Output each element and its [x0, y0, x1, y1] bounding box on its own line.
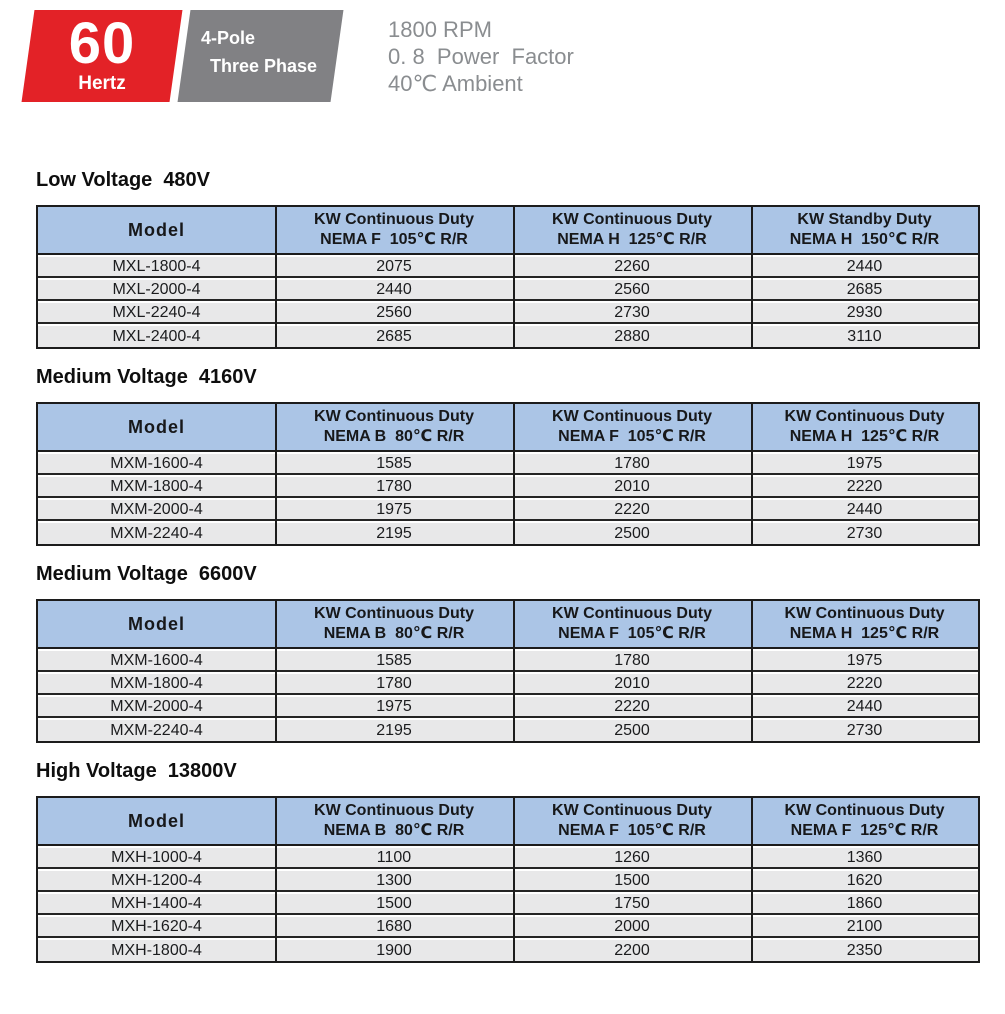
table-body: [38, 649, 978, 741]
section-title-label: Low Voltage: [36, 169, 153, 191]
model-cell: MXM-1600-4: [110, 652, 203, 669]
kw-value-cell: 2440: [846, 501, 883, 518]
column-divider: [751, 207, 753, 347]
table-row: [38, 940, 978, 961]
kw-value-cell: 2440: [376, 281, 412, 298]
kw-value-cell: 2560: [614, 281, 650, 298]
column-header-line2: NEMA F 105℃ R/R: [320, 231, 468, 248]
table-row: [38, 917, 978, 938]
kw-value-cell: 2260: [614, 258, 650, 275]
table-row: [38, 280, 978, 301]
pole-label: 4-Pole: [201, 28, 256, 48]
kw-value-cell: 1500: [376, 895, 412, 912]
kw-value-cell: 2220: [846, 478, 883, 495]
table-body: [38, 255, 978, 347]
section-title-voltage: 4160V: [198, 366, 257, 388]
model-cell: MXL-2000-4: [112, 281, 201, 298]
section-title: [36, 168, 1005, 192]
column-header-line1: KW Continuous Duty: [314, 408, 474, 425]
kw-value-cell: 1860: [846, 895, 883, 912]
kw-value-cell: 2730: [846, 722, 883, 739]
kw-value-cell: 2000: [614, 918, 650, 935]
kw-value-cell: 2685: [376, 328, 412, 345]
kw-value-cell: 1585: [376, 652, 412, 669]
kw-value-cell: 2500: [614, 525, 650, 542]
column-header-kw: [275, 601, 513, 647]
column-divider: [751, 798, 753, 961]
pole-phase-badge: [178, 10, 344, 102]
column-header-kw: [751, 601, 978, 647]
column-header-line2: NEMA B 80℃ R/R: [323, 428, 465, 445]
table-header-row: [38, 601, 978, 649]
table-row: [38, 257, 978, 278]
kw-value-cell: 1750: [614, 895, 650, 912]
kw-value-cell: 2880: [614, 328, 650, 345]
column-header-line2: NEMA H 125℃ R/R: [557, 231, 707, 248]
kw-value-cell: 2220: [614, 698, 650, 715]
section-title: [36, 365, 1005, 389]
kw-value-cell: 2100: [846, 918, 883, 935]
condition-rpm: 1800 RPM: [388, 17, 492, 42]
column-header-line1: KW Continuous Duty: [314, 802, 474, 819]
column-header-kw: [513, 798, 751, 844]
column-header-model: [38, 798, 275, 844]
table-row: [38, 894, 978, 915]
table-row: [38, 651, 978, 672]
kw-value-cell: 2730: [614, 304, 650, 321]
table-row: [38, 477, 978, 498]
column-header-line2: NEMA H 125℃ R/R: [789, 428, 940, 445]
column-header-line1: Model: [128, 220, 185, 240]
kw-value-cell: 2075: [376, 258, 412, 275]
kw-value-cell: 1975: [846, 652, 883, 669]
kw-value-cell: 1680: [376, 918, 412, 935]
kw-value-cell: 1360: [846, 849, 883, 866]
spec-table: [36, 205, 980, 349]
table-row: [38, 303, 978, 324]
table-header-row: [38, 207, 978, 255]
column-divider: [513, 207, 515, 347]
table-header-row: [38, 404, 978, 452]
model-cell: MXH-1800-4: [111, 942, 202, 959]
table-body: [38, 452, 978, 544]
column-header-line1: Model: [128, 614, 185, 634]
section-title-voltage: 6600V: [198, 563, 257, 585]
kw-value-cell: 2220: [614, 501, 650, 518]
kw-value-cell: 2930: [846, 304, 883, 321]
column-header-line1: KW Continuous Duty: [552, 802, 712, 819]
table-row: [38, 848, 978, 869]
model-cell: MXH-1200-4: [111, 872, 202, 889]
column-header-line2: NEMA B 80℃ R/R: [323, 822, 465, 839]
column-header-kw: [513, 601, 751, 647]
column-header-line2: NEMA F 105℃ R/R: [558, 625, 706, 642]
kw-value-cell: 2440: [846, 258, 883, 275]
kw-value-cell: 1780: [376, 675, 412, 692]
model-cell: MXL-1800-4: [112, 258, 201, 275]
kw-value-cell: 1300: [376, 872, 412, 889]
column-header-model: [38, 207, 275, 253]
column-divider: [275, 601, 277, 741]
spec-table: [36, 599, 980, 743]
column-divider: [513, 404, 515, 544]
section-title-label: Medium Voltage: [36, 563, 188, 585]
section-title: [36, 759, 1005, 783]
kw-value-cell: 2560: [376, 304, 412, 321]
table-row: [38, 871, 978, 892]
column-header-line1: Model: [128, 811, 185, 831]
column-header-line2: NEMA F 105℃ R/R: [558, 822, 706, 839]
voltage-section: [36, 562, 1005, 743]
table-row: [38, 523, 978, 544]
column-divider: [275, 404, 277, 544]
phase-label: Three Phase: [210, 56, 318, 76]
kw-value-cell: 1260: [614, 849, 650, 866]
tables-container: [0, 168, 1005, 963]
section-title-label: High Voltage: [36, 760, 157, 782]
column-divider: [275, 207, 277, 347]
kw-value-cell: 2010: [614, 675, 650, 692]
column-header-line2: NEMA H 150℃ R/R: [789, 231, 940, 248]
column-divider: [751, 404, 753, 544]
column-header-kw: [751, 798, 978, 844]
spec-table: [36, 402, 980, 546]
model-cell: MXH-1000-4: [111, 849, 202, 866]
column-divider: [513, 601, 515, 741]
table-row: [38, 697, 978, 718]
model-cell: MXM-2000-4: [110, 501, 203, 518]
kw-value-cell: 1900: [376, 942, 412, 959]
column-header-line2: NEMA B 80℃ R/R: [323, 625, 465, 642]
model-cell: MXL-2240-4: [112, 304, 201, 321]
condition-power-factor: 0. 8 Power Factor: [388, 44, 574, 69]
column-header-line2: NEMA F 125℃ R/R: [790, 822, 939, 839]
kw-value-cell: 2685: [846, 281, 883, 298]
kw-value-cell: 1500: [614, 872, 650, 889]
kw-value-cell: 1780: [614, 652, 650, 669]
condition-ambient: 40℃ Ambient: [388, 71, 523, 96]
kw-value-cell: 1585: [376, 455, 412, 472]
section-title: [36, 562, 1005, 586]
kw-value-cell: 2350: [846, 942, 883, 959]
kw-value-cell: 2010: [614, 478, 650, 495]
section-title-voltage: 480V: [163, 169, 211, 191]
operating-conditions: [388, 16, 574, 97]
model-cell: MXM-2000-4: [110, 698, 203, 715]
kw-value-cell: 2500: [614, 722, 650, 739]
column-header-kw: [275, 404, 513, 450]
kw-value-cell: 1780: [614, 455, 650, 472]
frequency-badge: [22, 10, 183, 102]
voltage-section: [36, 168, 1005, 349]
column-header-line1: KW Continuous Duty: [552, 211, 712, 228]
kw-value-cell: 1620: [846, 872, 883, 889]
column-header-line2: NEMA H 125℃ R/R: [789, 625, 940, 642]
table-row: [38, 500, 978, 521]
frequency-unit-label: Hertz: [78, 73, 126, 94]
column-header-line1: KW Continuous Duty: [784, 408, 945, 425]
kw-value-cell: 2440: [846, 698, 883, 715]
column-header-line2: NEMA F 105℃ R/R: [558, 428, 706, 445]
voltage-section: [36, 759, 1005, 963]
pole-phase-badge-content: [184, 10, 337, 102]
table-row: [38, 454, 978, 475]
table-body: [38, 846, 978, 961]
column-header-line1: KW Continuous Duty: [784, 605, 945, 622]
column-header-kw: [275, 207, 513, 253]
model-cell: MXM-2240-4: [110, 722, 203, 739]
model-cell: MXH-1400-4: [111, 895, 202, 912]
column-header-line1: Model: [128, 417, 185, 437]
kw-value-cell: 2730: [846, 525, 883, 542]
kw-value-cell: 2220: [846, 675, 883, 692]
model-cell: MXL-2400-4: [112, 328, 201, 345]
column-header-line1: KW Continuous Duty: [784, 802, 945, 819]
column-divider: [513, 798, 515, 961]
column-header-line1: KW Continuous Duty: [314, 605, 474, 622]
frequency-badge-content: [28, 10, 176, 102]
column-header-model: [38, 601, 275, 647]
kw-value-cell: 1975: [376, 698, 412, 715]
column-header-line1: KW Continuous Duty: [552, 408, 712, 425]
model-cell: MXH-1620-4: [111, 918, 202, 935]
table-row: [38, 326, 978, 347]
column-divider: [275, 798, 277, 961]
model-cell: MXM-1600-4: [110, 455, 203, 472]
table-header-row: [38, 798, 978, 846]
kw-value-cell: 2200: [614, 942, 650, 959]
column-header-kw: [513, 207, 751, 253]
kw-value-cell: 3110: [847, 328, 882, 345]
frequency-value: 60: [68, 11, 136, 76]
model-cell: MXM-1800-4: [110, 478, 203, 495]
column-header-kw: [513, 404, 751, 450]
column-header-kw: [751, 404, 978, 450]
model-cell: MXM-1800-4: [110, 675, 203, 692]
kw-value-cell: 2195: [376, 525, 412, 542]
spec-table: [36, 796, 980, 963]
model-cell: MXM-2240-4: [110, 525, 203, 542]
kw-value-cell: 2195: [376, 722, 412, 739]
section-title-label: Medium Voltage: [36, 366, 188, 388]
section-title-voltage: 13800V: [167, 760, 237, 782]
column-header-line1: KW Continuous Duty: [552, 605, 712, 622]
table-row: [38, 674, 978, 695]
column-header-kw: [751, 207, 978, 253]
kw-value-cell: 1100: [376, 849, 412, 866]
voltage-section: [36, 365, 1005, 546]
kw-value-cell: 1780: [376, 478, 412, 495]
kw-value-cell: 1975: [376, 501, 412, 518]
table-row: [38, 720, 978, 741]
page-header: [0, 0, 1005, 102]
column-divider: [751, 601, 753, 741]
column-header-line1: KW Continuous Duty: [314, 211, 474, 228]
column-header-model: [38, 404, 275, 450]
column-header-kw: [275, 798, 513, 844]
column-header-line1: KW Standby Duty: [797, 211, 932, 228]
kw-value-cell: 1975: [846, 455, 883, 472]
